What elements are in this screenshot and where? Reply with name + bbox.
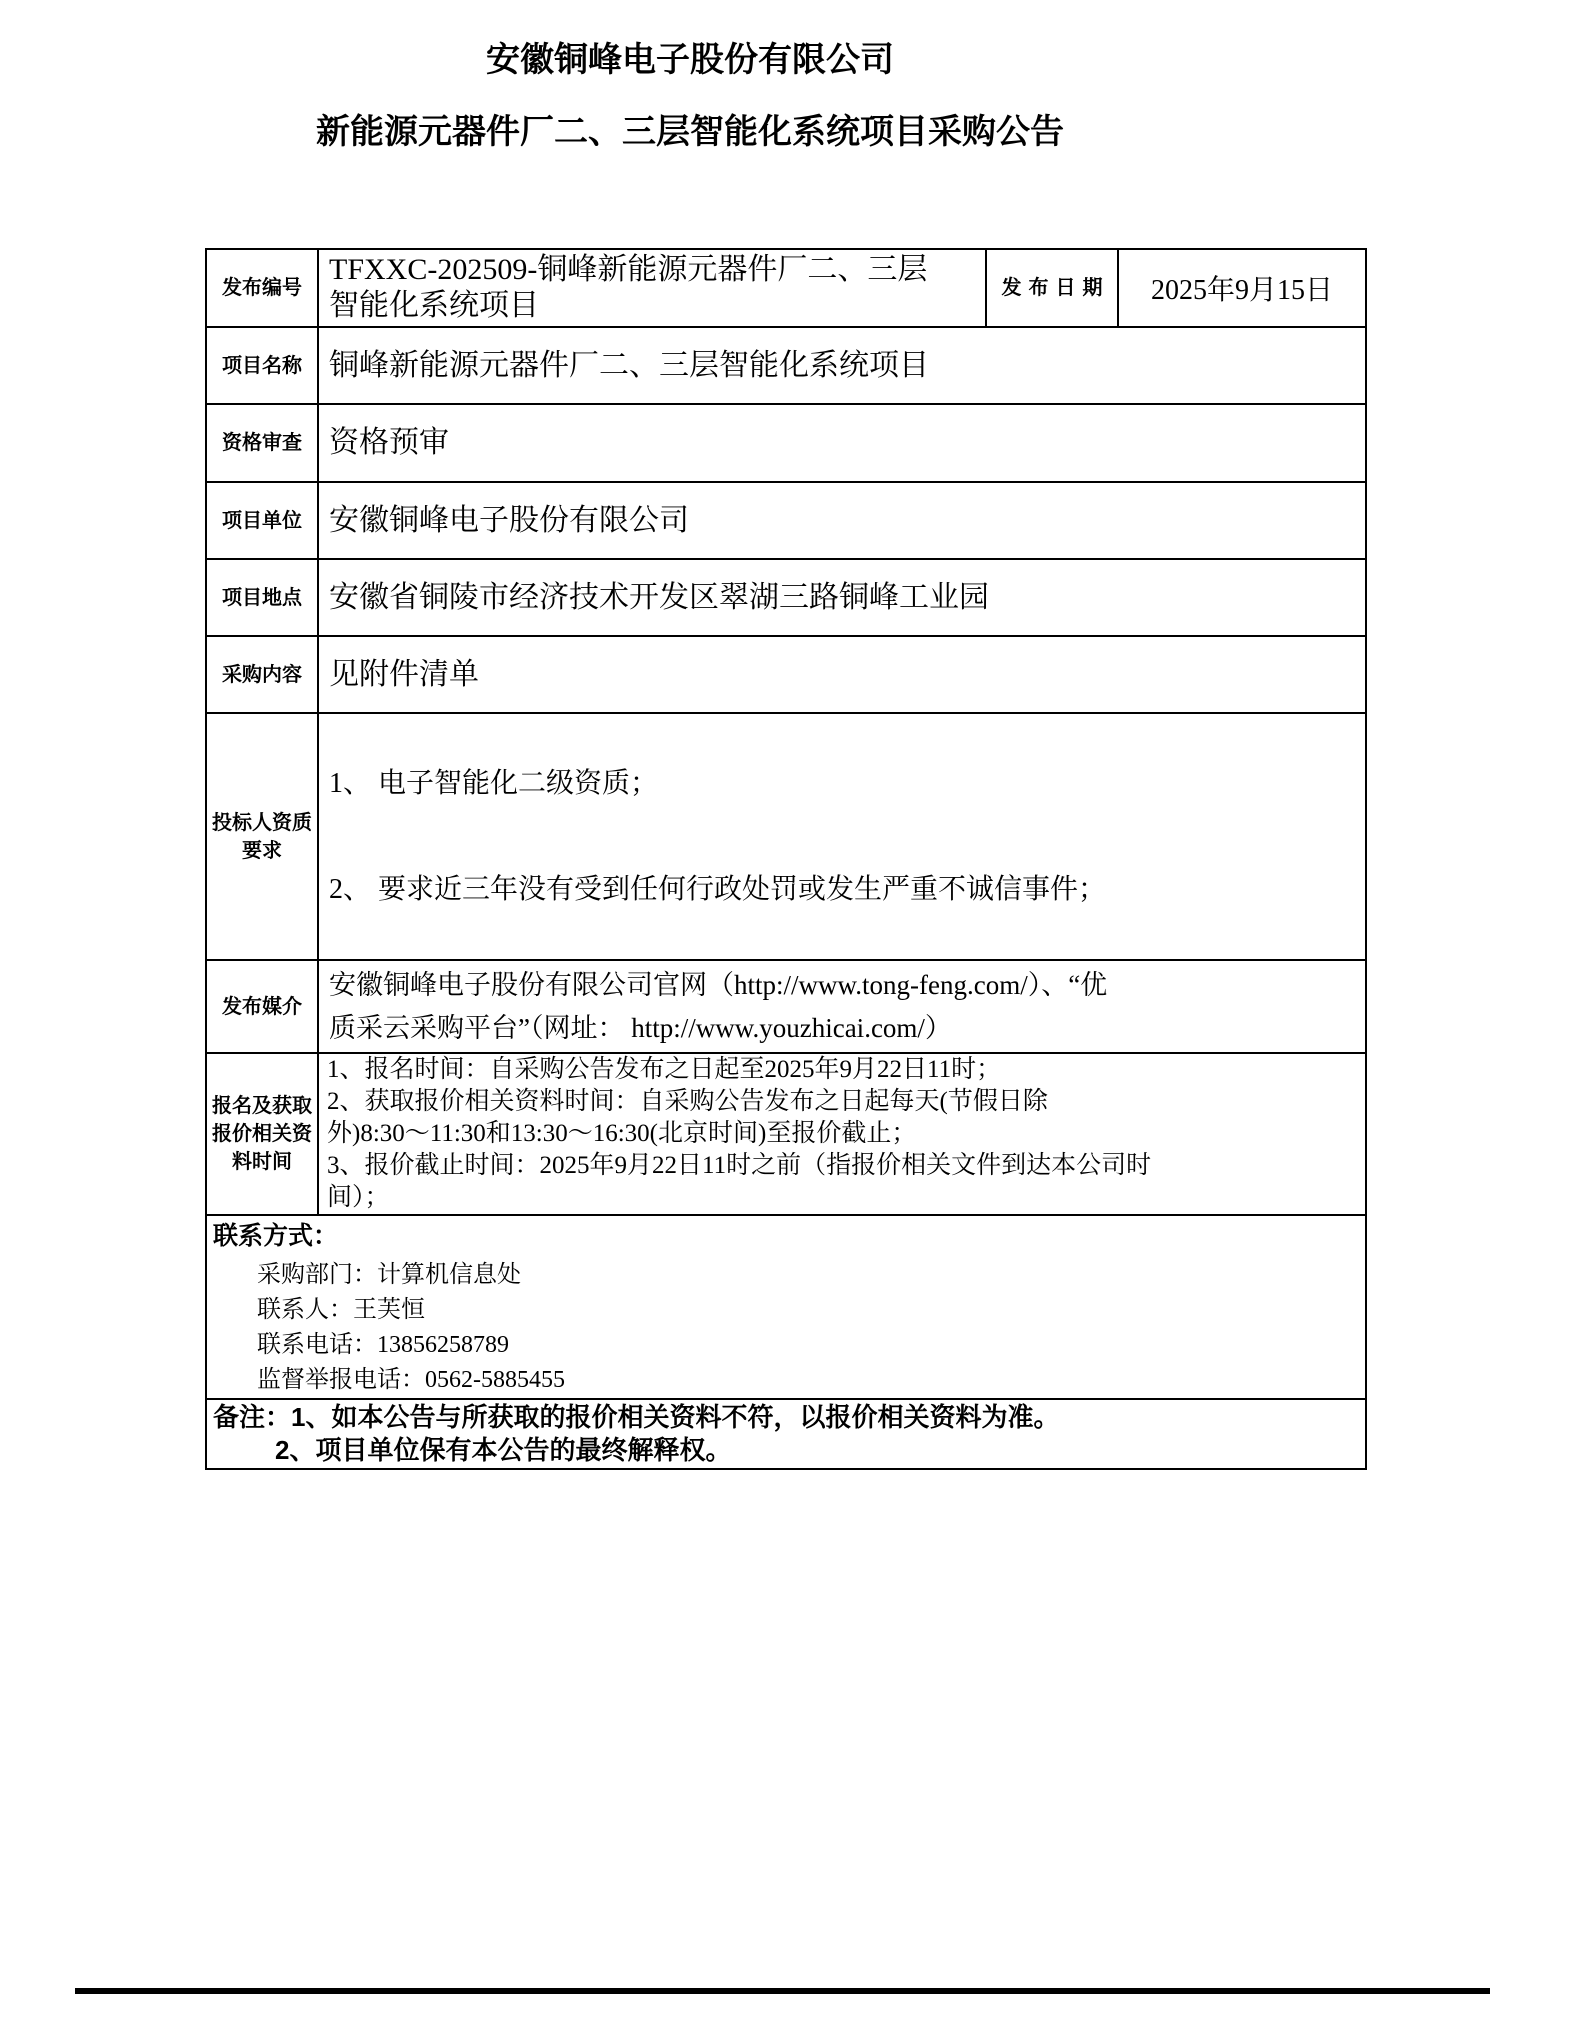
contact-supervision-phone: 监督举报电话：0562-5885455: [257, 1367, 565, 1393]
value-project-location: 安徽省铜陵市经济技术开发区翠湖三路铜峰工业园: [318, 559, 1366, 636]
value-schedule: [318, 1053, 1366, 1215]
table-row-publish-media: [206, 960, 1366, 1053]
value-procurement-content: 见附件清单: [318, 636, 1366, 713]
doc-subtitle: 新能源元器件厂二、三层智能化系统项目采购公告: [316, 113, 1064, 151]
contact-phone: 联系电话：13856258789: [257, 1332, 509, 1358]
table-row-bidder-qualification: [206, 713, 1366, 960]
table-row-project-name: [206, 327, 1366, 404]
table-row-schedule: [206, 1053, 1366, 1215]
table-row-publish: [206, 249, 1366, 327]
value-publish-media: [318, 960, 1366, 1053]
schedule-line-2: 2、获取报价相关资料时间：自采购公告发布之日起每天(节假日除: [327, 1088, 1048, 1115]
table-row-remarks: [206, 1399, 1366, 1469]
label-qualification-review: 资格审查: [206, 404, 318, 482]
table-row-project-location: [206, 559, 1366, 636]
media-line-1: 安徽铜峰电子股份有限公司官网（http://www.tong-feng.com/）、“优: [329, 969, 1108, 1000]
value-publish-date: 2025年9月15日: [1118, 249, 1366, 327]
doc-title: 安徽铜峰电子股份有限公司: [486, 41, 894, 79]
qualification-item-1: 1、 电子智能化二级资质；: [329, 767, 659, 799]
label-publish-media: 发布媒介: [206, 960, 318, 1053]
value-publish-number: [318, 249, 986, 327]
table-row-procurement-content: [206, 636, 1366, 713]
qualification-gap: [329, 801, 1357, 873]
schedule-line-1: 1、报名时间：自采购公告发布之日起至2025年9月22日11时；: [327, 1056, 1002, 1083]
label-procurement-content: 采购内容: [206, 636, 318, 713]
media-line-2: 质采云采购平台”（网址： http://www.youzhicai.com/）: [329, 1012, 952, 1043]
announcement-table: [205, 248, 1367, 1470]
publish-number-line1: TFXXC-202509-铜峰新能源元器件厂二、三层: [329, 253, 928, 286]
value-project-name: 铜峰新能源元器件厂二、三层智能化系统项目: [318, 327, 1366, 404]
label-schedule: 报名及获取报价相关资料时间: [206, 1053, 318, 1215]
contact-block: [206, 1215, 1366, 1399]
remarks-line-1: 备注：1、如本公告与所获取的报价相关资料不符，以报价相关资料为准。: [213, 1402, 1060, 1432]
publish-number-line2: 智能化系统项目: [329, 289, 539, 322]
value-project-unit: 安徽铜峰电子股份有限公司: [318, 482, 1366, 559]
table-row-contact: [206, 1215, 1366, 1399]
schedule-line-4: 3、报价截止时间：2025年9月22日11时之前（指报价相关文件到达本公司时: [327, 1152, 1152, 1179]
remarks-block: [206, 1399, 1366, 1469]
remarks-line-2: 2、项目单位保有本公告的最终解释权。: [275, 1435, 732, 1465]
label-project-unit: 项目单位: [206, 482, 318, 559]
label-project-location: 项目地点: [206, 559, 318, 636]
table-row-qualification-review: [206, 404, 1366, 482]
label-publish-date: 发布日期: [986, 249, 1118, 327]
schedule-line-5: 间）；: [327, 1184, 390, 1211]
contact-person: 联系人：王芙恒: [257, 1297, 425, 1323]
contact-department: 采购部门：计算机信息处: [257, 1262, 521, 1288]
contact-heading: 联系方式：: [213, 1222, 339, 1250]
document-header: [0, 0, 1380, 152]
footer-divider: [75, 1988, 1490, 1994]
qualification-item-2: 2、 要求近三年没有受到任何行政处罚或发生严重不诚信事件；: [329, 873, 1107, 905]
label-project-name: 项目名称: [206, 327, 318, 404]
value-bidder-qualification: [318, 713, 1366, 960]
label-publish-number: 发布编号: [206, 249, 318, 327]
label-bidder-qualification: 投标人资质要求: [206, 713, 318, 960]
schedule-line-3: 外)8:30～11:30和13:30～16:30(北京时间)至报价截止；: [327, 1120, 917, 1147]
table-row-project-unit: [206, 482, 1366, 559]
value-qualification-review: 资格预审: [318, 404, 1366, 482]
